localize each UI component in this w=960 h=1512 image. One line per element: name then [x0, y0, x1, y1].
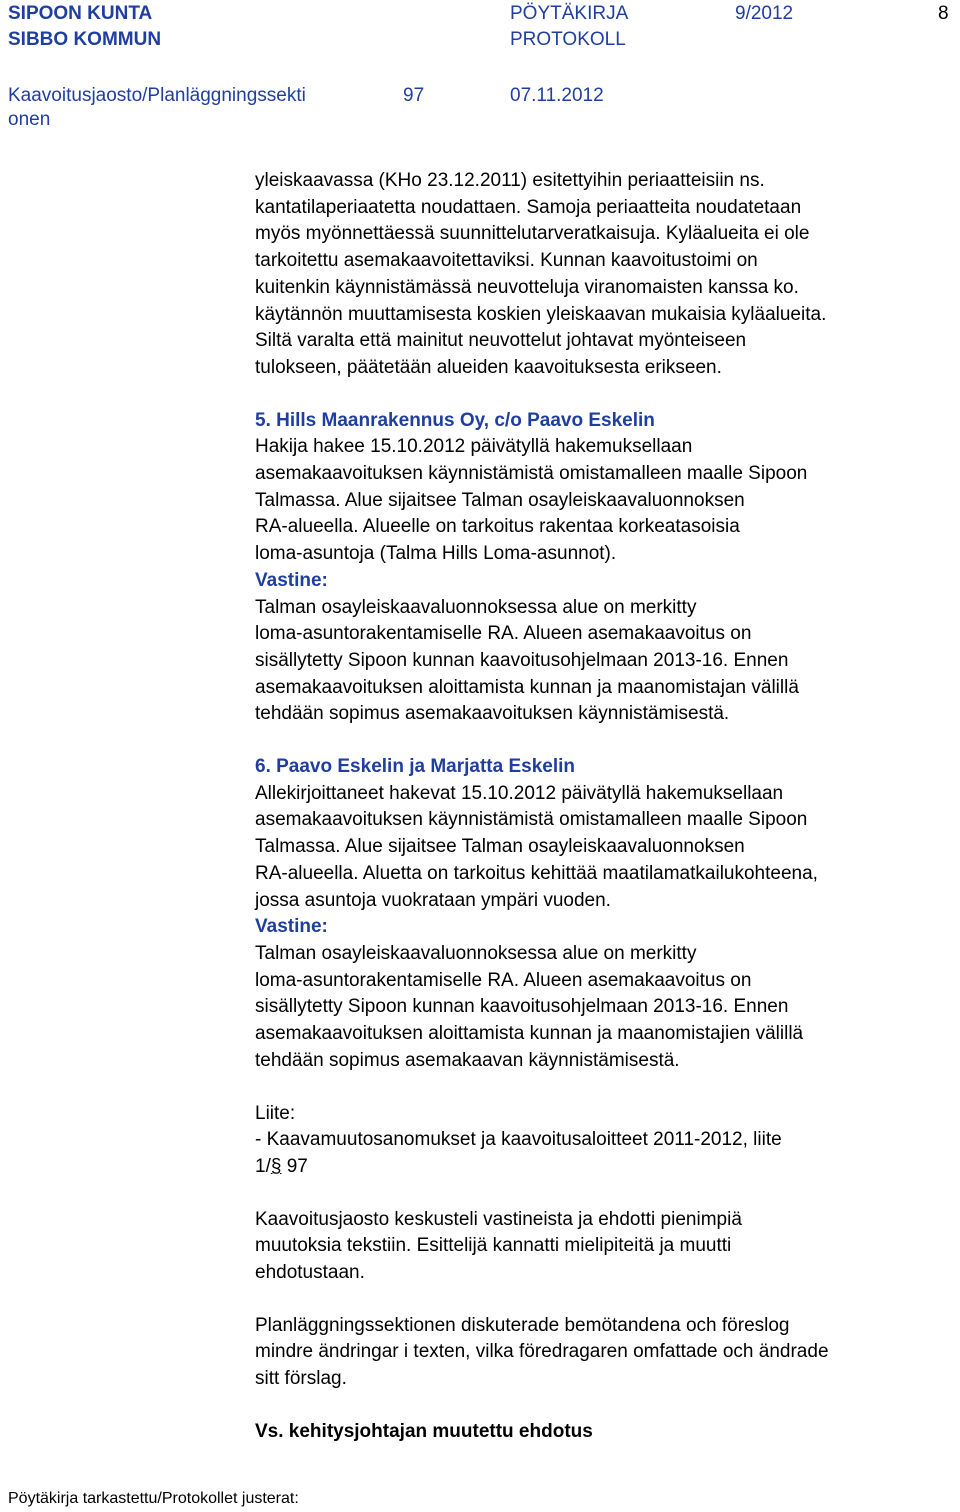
attachment-item: - Kaavamuutosanomukset ja kaavoitusaloitteet 2011-2012, liite [255, 1129, 782, 1151]
organization-name-sv: SIBBO KOMMUN [8, 29, 162, 50]
text-line: asemakaavoituksen aloittamista kunnan ja maanomistajien välillä [255, 1023, 804, 1045]
text-line: Talmassa. Alue sijaitsee Talman osayleiskaavaluonnoksen [255, 489, 745, 511]
discussion-fi [255, 1207, 955, 1287]
text-line: Planläggningssektionen diskuterade bemötandena och föreslog [255, 1314, 790, 1336]
text-line: tulokseen, päätetään alueiden kaavoituksesta erikseen. [255, 356, 722, 378]
text-line: Talmassa. Alue sijaitsee Talman osayleiskaavaluonnoksen [255, 836, 745, 858]
section-6-title: 6. Paavo Eskelin ja Marjatta Eskelin [255, 756, 575, 778]
text-line: sisällytetty Sipoon kunnan kaavoitusohjelmaan 2013-16. Ennen [255, 996, 789, 1018]
text-line: myös myönnettäessä suunnittelutarveratkaisuja. Kyläalueita ei ole [255, 223, 810, 245]
text-line: sitt förslag. [255, 1368, 347, 1390]
document-type-fi: PÖYTÄKIRJA [510, 3, 629, 24]
text-line: tehdään sopimus asemakaavoituksen käynnistämisestä. [255, 703, 730, 725]
text-line: ehdotustaan. [255, 1262, 365, 1284]
meeting-item-number: 97 [403, 85, 425, 106]
text-line: asemakaavoituksen aloittamista kunnan ja maanomistajan välillä [255, 676, 799, 698]
section-5-title: 5. Hills Maanrakennus Oy, c/o Paavo Eskelin [255, 409, 655, 431]
text-line: tarkoitettu asemakaavoitettaviksi. Kunnan kaavoitustoimi on [255, 250, 758, 272]
response-label: Vastine: [255, 916, 328, 938]
attachment-ref-prefix: 1/ [255, 1155, 271, 1177]
page-number: 8 [938, 3, 949, 24]
text-line: yleiskaavassa (KHo 23.12.2011) esitettyihin periaatteisiin ns. [255, 170, 765, 191]
text-line: asemakaavoituksen käynnistämistä omistamalleen maalle Sipoon [255, 463, 808, 485]
text-line: Hakija hakee 15.10.2012 päivätyllä hakemuksellaan [255, 436, 693, 458]
document-body [255, 168, 955, 1446]
footer-checked-by: Pöytäkirja tarkastettu/Protokollet justerat: [8, 1490, 299, 1507]
organization-name-fi: SIPOON KUNTA [8, 3, 153, 24]
text-line: mindre ändringar i texten, vilka föredragaren omfattade och ändrade [255, 1341, 829, 1363]
text-line: kantatilaperiaatetta noudattaen. Samoja periaatteita noudatetaan [255, 196, 802, 218]
meeting-date: 07.11.2012 [510, 85, 604, 106]
text-line: sisällytetty Sipoon kunnan kaavoitusohjelmaan 2013-16. Ennen [255, 649, 789, 671]
text-line: Siltä varalta että mainitut neuvottelut johtavat myönteiseen [255, 330, 747, 352]
text-line: loma-asuntorakentamiselle RA. Alueen asemakaavoitus on [255, 969, 752, 991]
section-5 [255, 408, 955, 728]
document-number: 9/2012 [735, 3, 794, 24]
text-line: Kaavoitusjaosto keskusteli vastineista ja ehdotti pienimpiä [255, 1208, 742, 1230]
attachment-reference [255, 1154, 955, 1181]
text-line: tehdään sopimus asemakaavan käynnistämisestä. [255, 1049, 680, 1071]
document-type-sv: PROTOKOLL [510, 29, 626, 50]
text-line: loma-asuntorakentamiselle RA. Alueen asemakaavoitus on [255, 623, 752, 645]
attachment-block [255, 1101, 955, 1181]
text-line: RA-alueella. Aluetta on tarkoitus kehittää maatilamatkailukohteena, [255, 862, 818, 884]
response-label: Vastine: [255, 569, 328, 591]
final-heading: Vs. kehitysjohtajan muutettu ehdotus [255, 1420, 593, 1442]
text-line: käytännön muuttamisesta koskien yleiskaavan mukaisia kyläalueita. [255, 303, 827, 325]
committee-name: Kaavoitusjaosto/Planläggningssekti [8, 85, 306, 106]
text-line: Talman osayleiskaavaluonnoksessa alue on merkitty [255, 942, 697, 964]
text-line: kuitenkin käynnistämässä neuvotteluja viranomaisten kanssa ko. [255, 276, 799, 298]
text-line: RA-alueella. Alueelle on tarkoitus rakentaa korkeatasoisia [255, 516, 740, 538]
text-line: jossa asuntoja vuokrataan ympäri vuoden. [255, 889, 611, 911]
text-line: Talman osayleiskaavaluonnoksessa alue on merkitty [255, 596, 697, 618]
attachment-ref-number: 97 [281, 1155, 308, 1177]
text-line: muutoksia tekstiin. Esittelijä kannatti mielipiteitä ja muutti [255, 1235, 732, 1257]
text-line: asemakaavoituksen käynnistämistä omistamalleen maalle Sipoon [255, 809, 808, 831]
text-line: Allekirjoittaneet hakevat 15.10.2012 päivätyllä hakemuksellaan [255, 782, 784, 804]
section-6 [255, 754, 955, 1074]
section-sign: § [270, 1155, 282, 1177]
committee-name-cont: onen [8, 109, 51, 130]
intro-paragraph [255, 168, 955, 382]
attachment-label: Liite: [255, 1102, 296, 1124]
discussion-sv [255, 1313, 955, 1393]
text-line: loma-asuntoja (Talma Hills Loma-asunnot). [255, 543, 617, 565]
